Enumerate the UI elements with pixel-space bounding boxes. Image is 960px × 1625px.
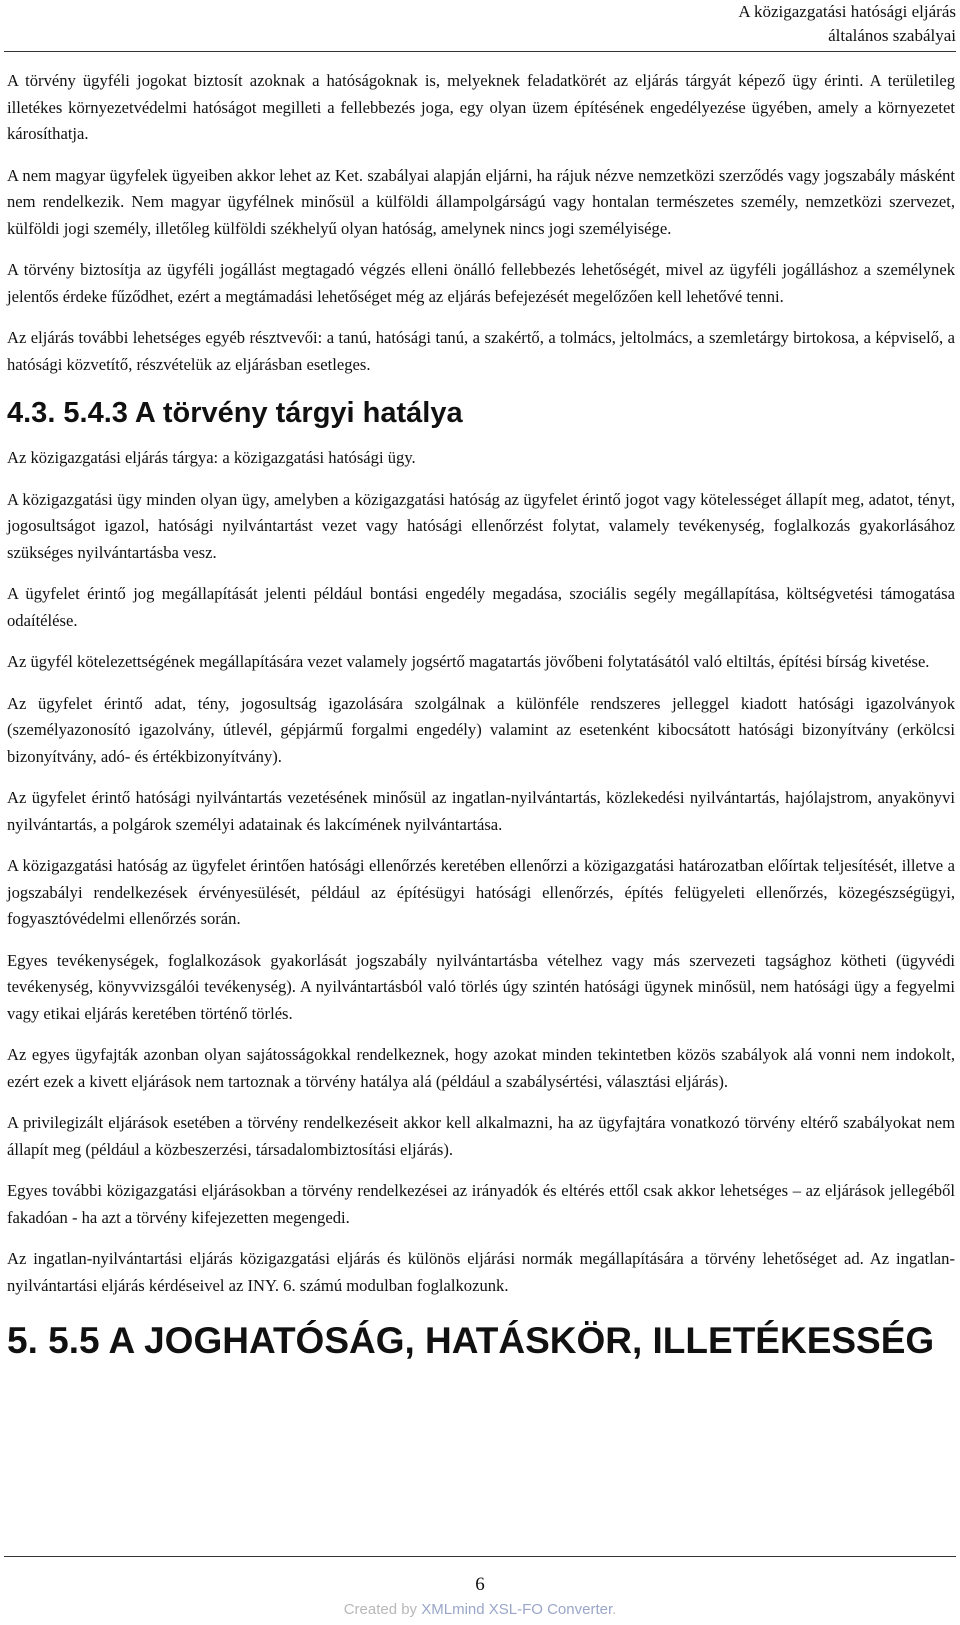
page-content xyxy=(7,68,955,1363)
paragraph: A közigazgatási hatóság az ügyfelet érintően hatósági ellenőrzés keretében ellenőrzi a közigazgatási határozatban előírtak teljesítését, illetve a jogszabályi rendelkezések érvényesülését, például az építésügyi hatósági ellenőrzés, építés felügyeleti ellenőrzés, közegészségügyi, fogyasztóvédelmi ellenőrzés során. xyxy=(7,856,955,928)
footer-divider xyxy=(4,1556,956,1557)
header-divider xyxy=(4,51,956,52)
paragraph: Az ingatlan-nyilvántartási eljárás közigazgatási eljárás és különös eljárási normák megállapítására a törvény lehetőséget ad. Az ingatlan-nyilvántartási eljárás kérdéseivel az INY. 6. számú modulban foglalkozunk. xyxy=(7,1249,955,1295)
paragraph: Az közigazgatási eljárás tárgya: a közigazgatási hatósági ügy. xyxy=(7,448,416,467)
paragraph: Az egyes ügyfajták azonban olyan sajátosságokkal rendelkeznek, hogy azokat minden tekintetben közös szabályok alá vonni nem indokolt, ezért ezek a kivett eljárások nem tartoznak a törvény hatálya alá (például a szabálysértési, választási eljárás). xyxy=(7,1045,955,1091)
page-number: 6 xyxy=(475,1574,485,1595)
running-header-line-2: általános szabályai xyxy=(828,26,956,45)
paragraph: A törvény ügyféli jogokat biztosít azoknak a hatóságoknak is, melyeknek feladatkörét az eljárás tárgyát képező ügy érinti. A területileg illetékes környezetvédelmi hatóságot megilleti a fellebbezés joga, egy olyan üzem építésének engedélyezése ügyében, amely a környezetet károsíthatja. xyxy=(7,71,955,143)
paragraph: Egyes tevékenységek, foglalkozások gyakorlását jogszabály nyilvántartásba vételhez vagy más szervezeti tagsághoz kötheti (ügyvédi tevékenység, könyvvizsgálói tevékenység). A nyilvántartásból való törlés úgy szintén hatósági ügynek minősül, nem hatósági ügy a fegyelmi vagy etikai eljárás keretében történő törlés. xyxy=(7,950,955,1023)
converter-credit xyxy=(0,1600,960,1620)
paragraph: A ügyfelet érintő jog megállapítását jelenti például bontási engedély megadása, szociális segély megállapítása, költségvetési támogatása odaítélése. xyxy=(7,584,955,630)
paragraph: Egyes további közigazgatási eljárásokban a törvény rendelkezései az irányadók és eltérés ettől csak akkor lehetséges – az eljárások jellegéből fakadóan - ha azt a törvény kifejezetten megengedi. xyxy=(7,1181,955,1227)
section-heading: 4.3. 5.4.3 A törvény tárgyi hatálya xyxy=(7,397,463,429)
paragraph: A privilegizált eljárások esetében a törvény rendelkezéseit akkor kell alkalmazni, ha az ügyfajtára vonatkozó törvény eltérő szabályokat nem állapít meg (például a közbeszerzési, társadalombiztosítási eljárás). xyxy=(7,1113,955,1159)
chapter-heading: 5. 5.5 A JOGHATÓSÁG, HATÁSKÖR, ILLETÉKESSÉG xyxy=(7,1320,935,1361)
credit-suffix: . xyxy=(612,1601,617,1618)
running-header-line-1: A közigazgatási hatósági eljárás xyxy=(738,2,956,21)
paragraph: Az ügyfelet érintő hatósági nyilvántartás vezetésének minősül az ingatlan-nyilvántartás, közlekedési nyilvántartás, hajólajstrom, anyakönyvi nyilvántartás, a polgárok személyi adatainak és lakcímének nyilvántartása. xyxy=(7,788,955,834)
paragraph: Az ügyfelet érintő adat, tény, jogosultság igazolására szolgálnak a különféle rendszeres jelleggel kiadott hatósági igazolványok (személyazonosító igazolvány, útlevél, gépjármű forgalmi engedély) valamint az esetenként kibocsátott hatósági bizonyítvány (erkölcsi bizonyítvány, adó- és értékbizonyítvány). xyxy=(7,693,955,766)
paragraph: A törvény biztosítja az ügyféli jogállást megtagadó végzés elleni önálló fellebbezés lehetőségét, mivel az ügyféli jogálláshoz a személynek jelentős érdeke fűződhet, ezért a megtámadási lehetőséget még az eljárás befejezését megelőzően kell lehetővé tenni. xyxy=(7,260,955,306)
paragraph: Az eljárás további lehetséges egyéb résztvevői: a tanú, hatósági tanú, a szakértő, a tolmács, jeltolmács, a szemletárgy birtokosa, a képviselő, a hatósági közvetítő, részvételük az eljárásban esetleges. xyxy=(7,328,955,374)
paragraph: A nem magyar ügyfelek ügyeiben akkor lehet az Ket. szabályai alapján eljárni, ha rájuk nézve nemzetközi szerződés vagy jogszabály másként nem rendelkezik. Nem magyar ügyfélnek minősül a külföldi állampolgárságú vagy hontalan természetes személy, nemzetközi szervezet, külföldi jogi személy, illetőleg külföldi székhelyű olyan hatóság, amelynek nincs jogi személyisége. xyxy=(7,165,955,238)
credit-prefix: Created by xyxy=(343,1601,422,1618)
converter-link[interactable]: XMLmind XSL-FO Converter xyxy=(421,1601,613,1618)
paragraph: Az ügyfél kötelezettségének megállapítására vezet valamely jogsértő magatartás jövőbeni folytatásától való eltiltás, építési bírság kivetése. xyxy=(7,652,930,671)
running-header xyxy=(0,0,956,48)
paragraph: A közigazgatási ügy minden olyan ügy, amelyben a közigazgatási hatóság az ügyfelet érintő jogot vagy kötelességet állapít meg, adatot, tényt, jogosultságot igazol, hatósági nyilvántartást vezet vagy hatósági ellenőrzést folytat, valamely tevékenység, foglalkozás gyakorlásához szükséges nyilvántartásba vesz. xyxy=(7,489,955,562)
